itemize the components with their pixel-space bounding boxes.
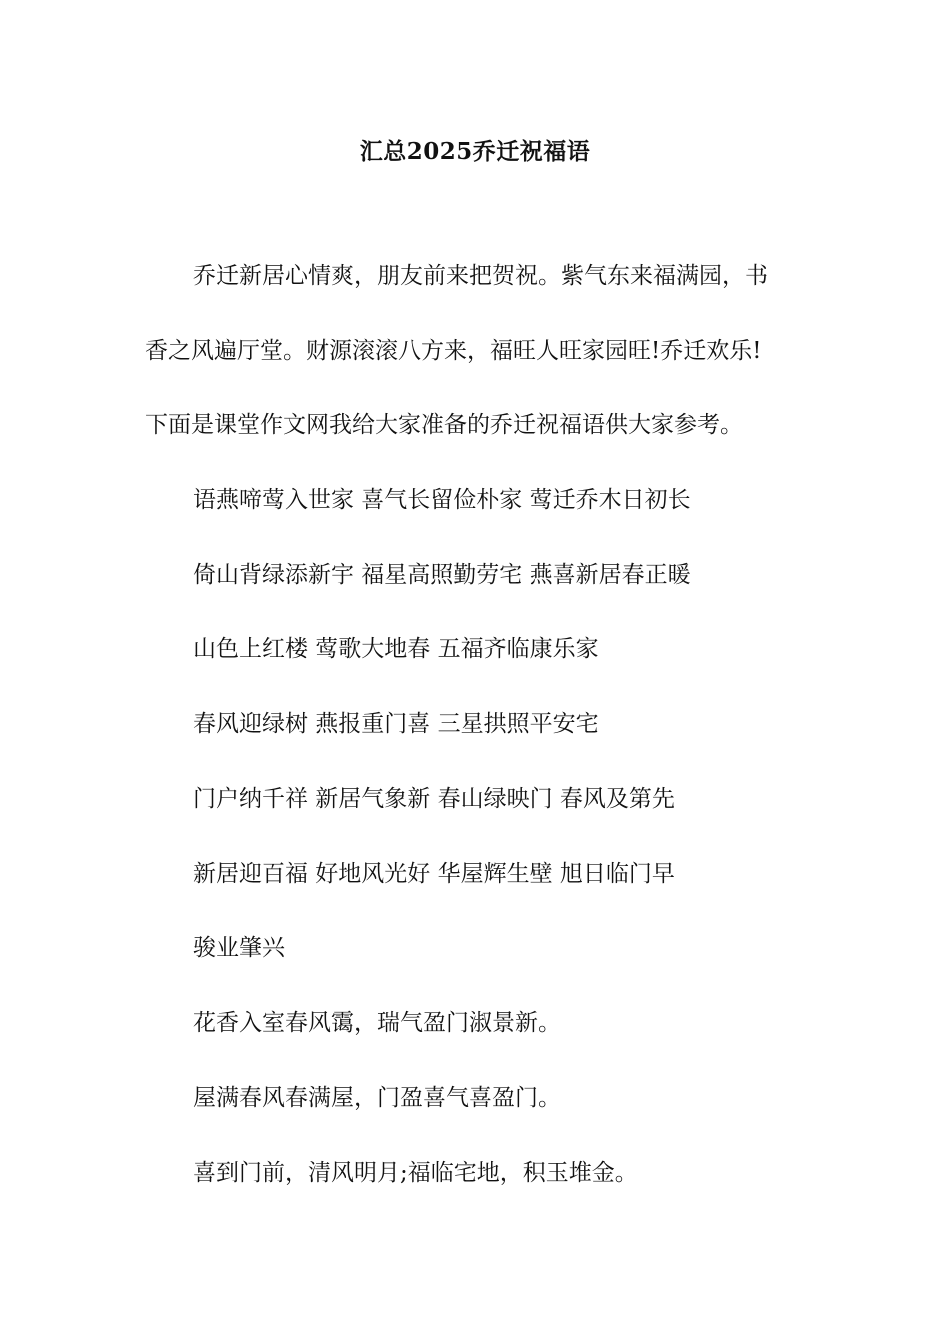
intro-line-1: 乔迁新居心情爽，朋友前来把贺祝。紫气东来福满园，书	[193, 263, 768, 289]
blessing-line: 屋满春风春满屋，门盈喜气喜盈门。	[193, 1085, 561, 1111]
blessing-line: 春风迎绿树 燕报重门喜 三星拱照平安宅	[193, 711, 599, 737]
document-title: 汇总2025乔迁祝福语	[359, 138, 591, 165]
blessing-line: 倚山背绿添新宇 福星高照勤劳宅 燕喜新居春正暖	[193, 562, 691, 588]
blessing-line: 喜到门前，清风明月;福临宅地，积玉堆金。	[193, 1160, 638, 1186]
blessing-line: 骏业肇兴	[193, 935, 285, 961]
blessing-line: 山色上红楼 莺歌大地春 五福齐临康乐家	[193, 636, 599, 662]
blessing-line: 语燕啼莺入世家 喜气长留俭朴家 莺迁乔木日初长	[193, 487, 691, 513]
blessing-line: 新居迎百福 好地风光好 华屋辉生壁 旭日临门早	[193, 861, 675, 887]
intro-line-2: 香之风遍厅堂。财源滚滚八方来，福旺人旺家园旺!乔迁欢乐!	[145, 338, 762, 364]
blessing-line: 花香入室春风霭，瑞气盈门淑景新。	[193, 1010, 561, 1036]
blessing-line: 门户纳千祥 新居气象新 春山绿映门 春风及第先	[193, 786, 675, 812]
intro-line-3: 下面是课堂作文网我给大家准备的乔迁祝福语供大家参考。	[145, 412, 743, 438]
